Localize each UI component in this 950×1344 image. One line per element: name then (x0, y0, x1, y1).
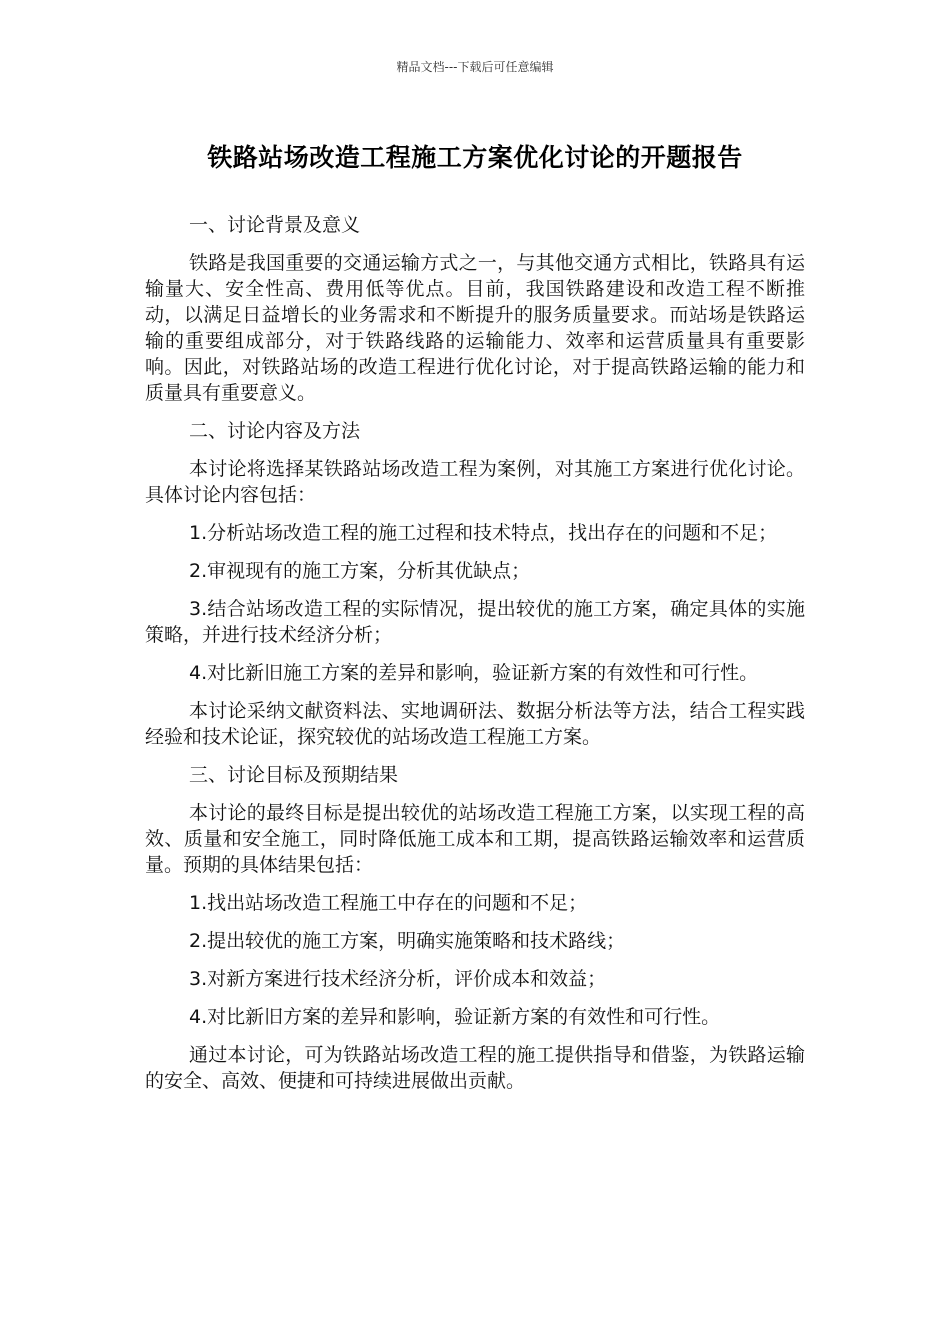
list-item-content-3: 3.结合站场改造工程的实际情况，提出较优的施工方案，确定具体的实施策略，并进行技术经济分析； (145, 598, 805, 646)
list-item-goal-2: 2.提出较优的施工方案，明确实施策略和技术路线； (189, 930, 626, 952)
paragraph-background: 铁路是我国重要的交通运输方式之一，与其他交通方式相比，铁路具有运输量大、安全性高、费用低等优点。目前，我国铁路建设和改造工程不断推动，以满足日益增长的业务需求和不断提升的服务质量要求。而站场是铁路运输的重要组成部分，对于铁路线路的运输能力、效率和运营质量具有重要影响。因此，对铁路站场的改造工程进行优化讨论，对于提高铁路运输的能力和质量具有重要意义。 (145, 252, 805, 404)
header-note: 精品文档---下载后可任意编辑 (396, 60, 554, 74)
list-item-goal-1: 1.找出站场改造工程施工中存在的问题和不足； (189, 892, 588, 914)
paragraph-method: 本讨论采纳文献资料法、实地调研法、数据分析法等方法，结合工程实践经验和技术论证，探究较优的站场改造工程施工方案。 (145, 700, 805, 748)
section-heading-content-method: 二、讨论内容及方法 (189, 420, 361, 442)
paragraph-content-intro: 本讨论将选择某铁路站场改造工程为案例，对其施工方案进行优化讨论。具体讨论内容包括： (145, 458, 805, 506)
list-item-content-1: 1.分析站场改造工程的施工过程和技术特点，找出存在的问题和不足； (189, 522, 778, 544)
paragraph-conclusion: 通过本讨论，可为铁路站场改造工程的施工提供指导和借鉴，为铁路运输的安全、高效、便捷和可持续进展做出贡献。 (145, 1044, 805, 1092)
list-item-content-4: 4.对比新旧施工方案的差异和影响，验证新方案的有效性和可行性。 (189, 662, 759, 684)
document-title: 铁路站场改造工程施工方案优化讨论的开题报告 (207, 143, 743, 172)
list-item-goal-3: 3.对新方案进行技术经济分析，评价成本和效益； (189, 968, 607, 990)
list-item-content-2: 2.审视现有的施工方案，分析其优缺点； (189, 560, 531, 582)
section-heading-background: 一、讨论背景及意义 (189, 214, 361, 236)
document-body (145, 212, 805, 1106)
section-heading-goals: 三、讨论目标及预期结果 (189, 764, 399, 786)
list-item-goal-4: 4.对比新旧方案的差异和影响，验证新方案的有效性和可行性。 (189, 1006, 721, 1028)
paragraph-goals-intro: 本讨论的最终目标是提出较优的站场改造工程施工方案，以实现工程的高效、质量和安全施工，同时降低施工成本和工期，提高铁路运输效率和运营质量。预期的具体结果包括： (145, 802, 805, 876)
